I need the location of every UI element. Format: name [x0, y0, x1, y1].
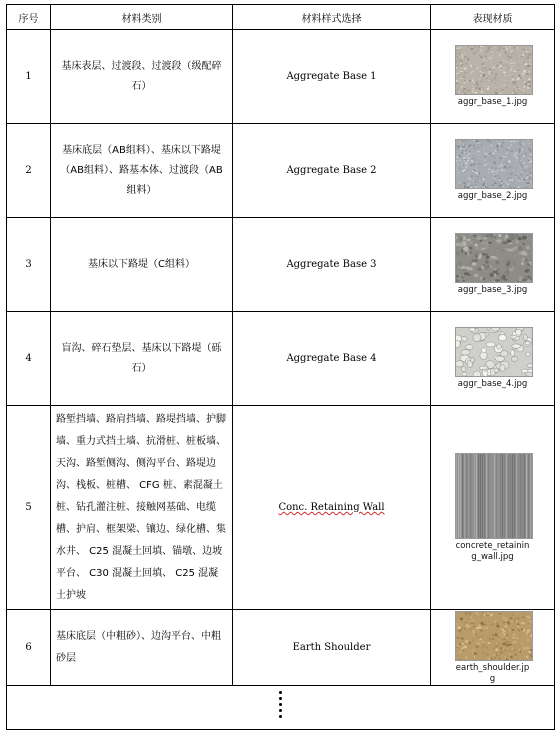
row-texture — [431, 218, 555, 312]
texture-aggr-base-1-image — [455, 45, 533, 95]
row-index: 1 — [7, 30, 51, 124]
table-row — [7, 30, 555, 124]
texture-filename: aggr_base_3.jpg — [457, 285, 528, 295]
texture-filename: aggr_base_1.jpg — [457, 97, 528, 107]
row-material: Aggregate Base 1 — [233, 30, 431, 124]
row-material: Aggregate Base 4 — [233, 312, 431, 406]
row-category: 基床底层（中粗砂）、边沟平台、中粗砂层 — [51, 610, 233, 686]
texture-filename: earth_shoulder.jpg — [455, 662, 530, 684]
table-row — [7, 610, 555, 686]
texture-aggr-base-2-image — [455, 139, 533, 189]
row-index: 3 — [7, 218, 51, 312]
row-texture — [431, 312, 555, 406]
table-row — [7, 218, 555, 312]
table-row — [7, 124, 555, 218]
texture-aggr-base-3-image — [455, 233, 533, 283]
texture-filename: concrete_retaining_wall.jpg — [455, 540, 530, 562]
row-category: 基床底层（AB组料）、基床以下路堤（AB组料）、路基本体、过渡段（AB组料） — [51, 124, 233, 218]
header-texture: 表现材质 — [431, 5, 555, 30]
row-texture — [431, 124, 555, 218]
header-index: 序号 — [7, 5, 51, 30]
row-category: 基床表层、过渡段、过渡段（级配碎石） — [51, 30, 233, 124]
texture-filename: aggr_base_4.jpg — [457, 379, 528, 389]
row-material: Aggregate Base 2 — [233, 124, 431, 218]
row-texture — [431, 610, 555, 686]
row-material: Conc. Retaining Wall — [278, 502, 385, 513]
vertical-ellipsis-icon — [279, 691, 283, 721]
row-index: 4 — [7, 312, 51, 406]
row-material: Aggregate Base 3 — [233, 218, 431, 312]
row-category: 基床以下路堤（C组料） — [51, 218, 233, 312]
texture-earth-shoulder-image — [455, 611, 533, 661]
row-index: 5 — [7, 406, 51, 610]
row-category: 路堑挡墙、路肩挡墙、路堤挡墙、护脚墙、重力式挡土墙、抗滑桩、桩板墙、天沟、路堑侧沟、侧沟平台、路堤边沟、栈板、桩槽、 CFG 桩、素混凝土桩、钻孔灌注桩、接触网基础、电缆槽、护肩、框架梁、镶边、绿化槽、集水井、 C25 混凝土回填、锚墩、边坡平台、 C30 混凝土回填、 C25 混凝土护坡 — [51, 406, 233, 610]
header-category: 材料类别 — [51, 5, 233, 30]
row-texture — [431, 406, 555, 610]
row-texture — [431, 30, 555, 124]
texture-filename: aggr_base_2.jpg — [457, 191, 528, 201]
texture-aggr-base-4-image — [455, 327, 533, 377]
row-index: 6 — [7, 610, 51, 686]
table-row-continuation — [7, 686, 555, 730]
material-table — [6, 4, 555, 730]
row-index: 2 — [7, 124, 51, 218]
texture-concrete-retaining-wall-image — [455, 453, 533, 539]
row-category: 盲沟、碎石垫层、基床以下路堤（砾石） — [51, 312, 233, 406]
table-row — [7, 312, 555, 406]
row-material: Earth Shoulder — [233, 610, 431, 686]
table-header-row — [7, 5, 555, 30]
continuation-cell — [7, 686, 555, 730]
table-row — [7, 406, 555, 610]
header-material: 材料样式选择 — [233, 5, 431, 30]
